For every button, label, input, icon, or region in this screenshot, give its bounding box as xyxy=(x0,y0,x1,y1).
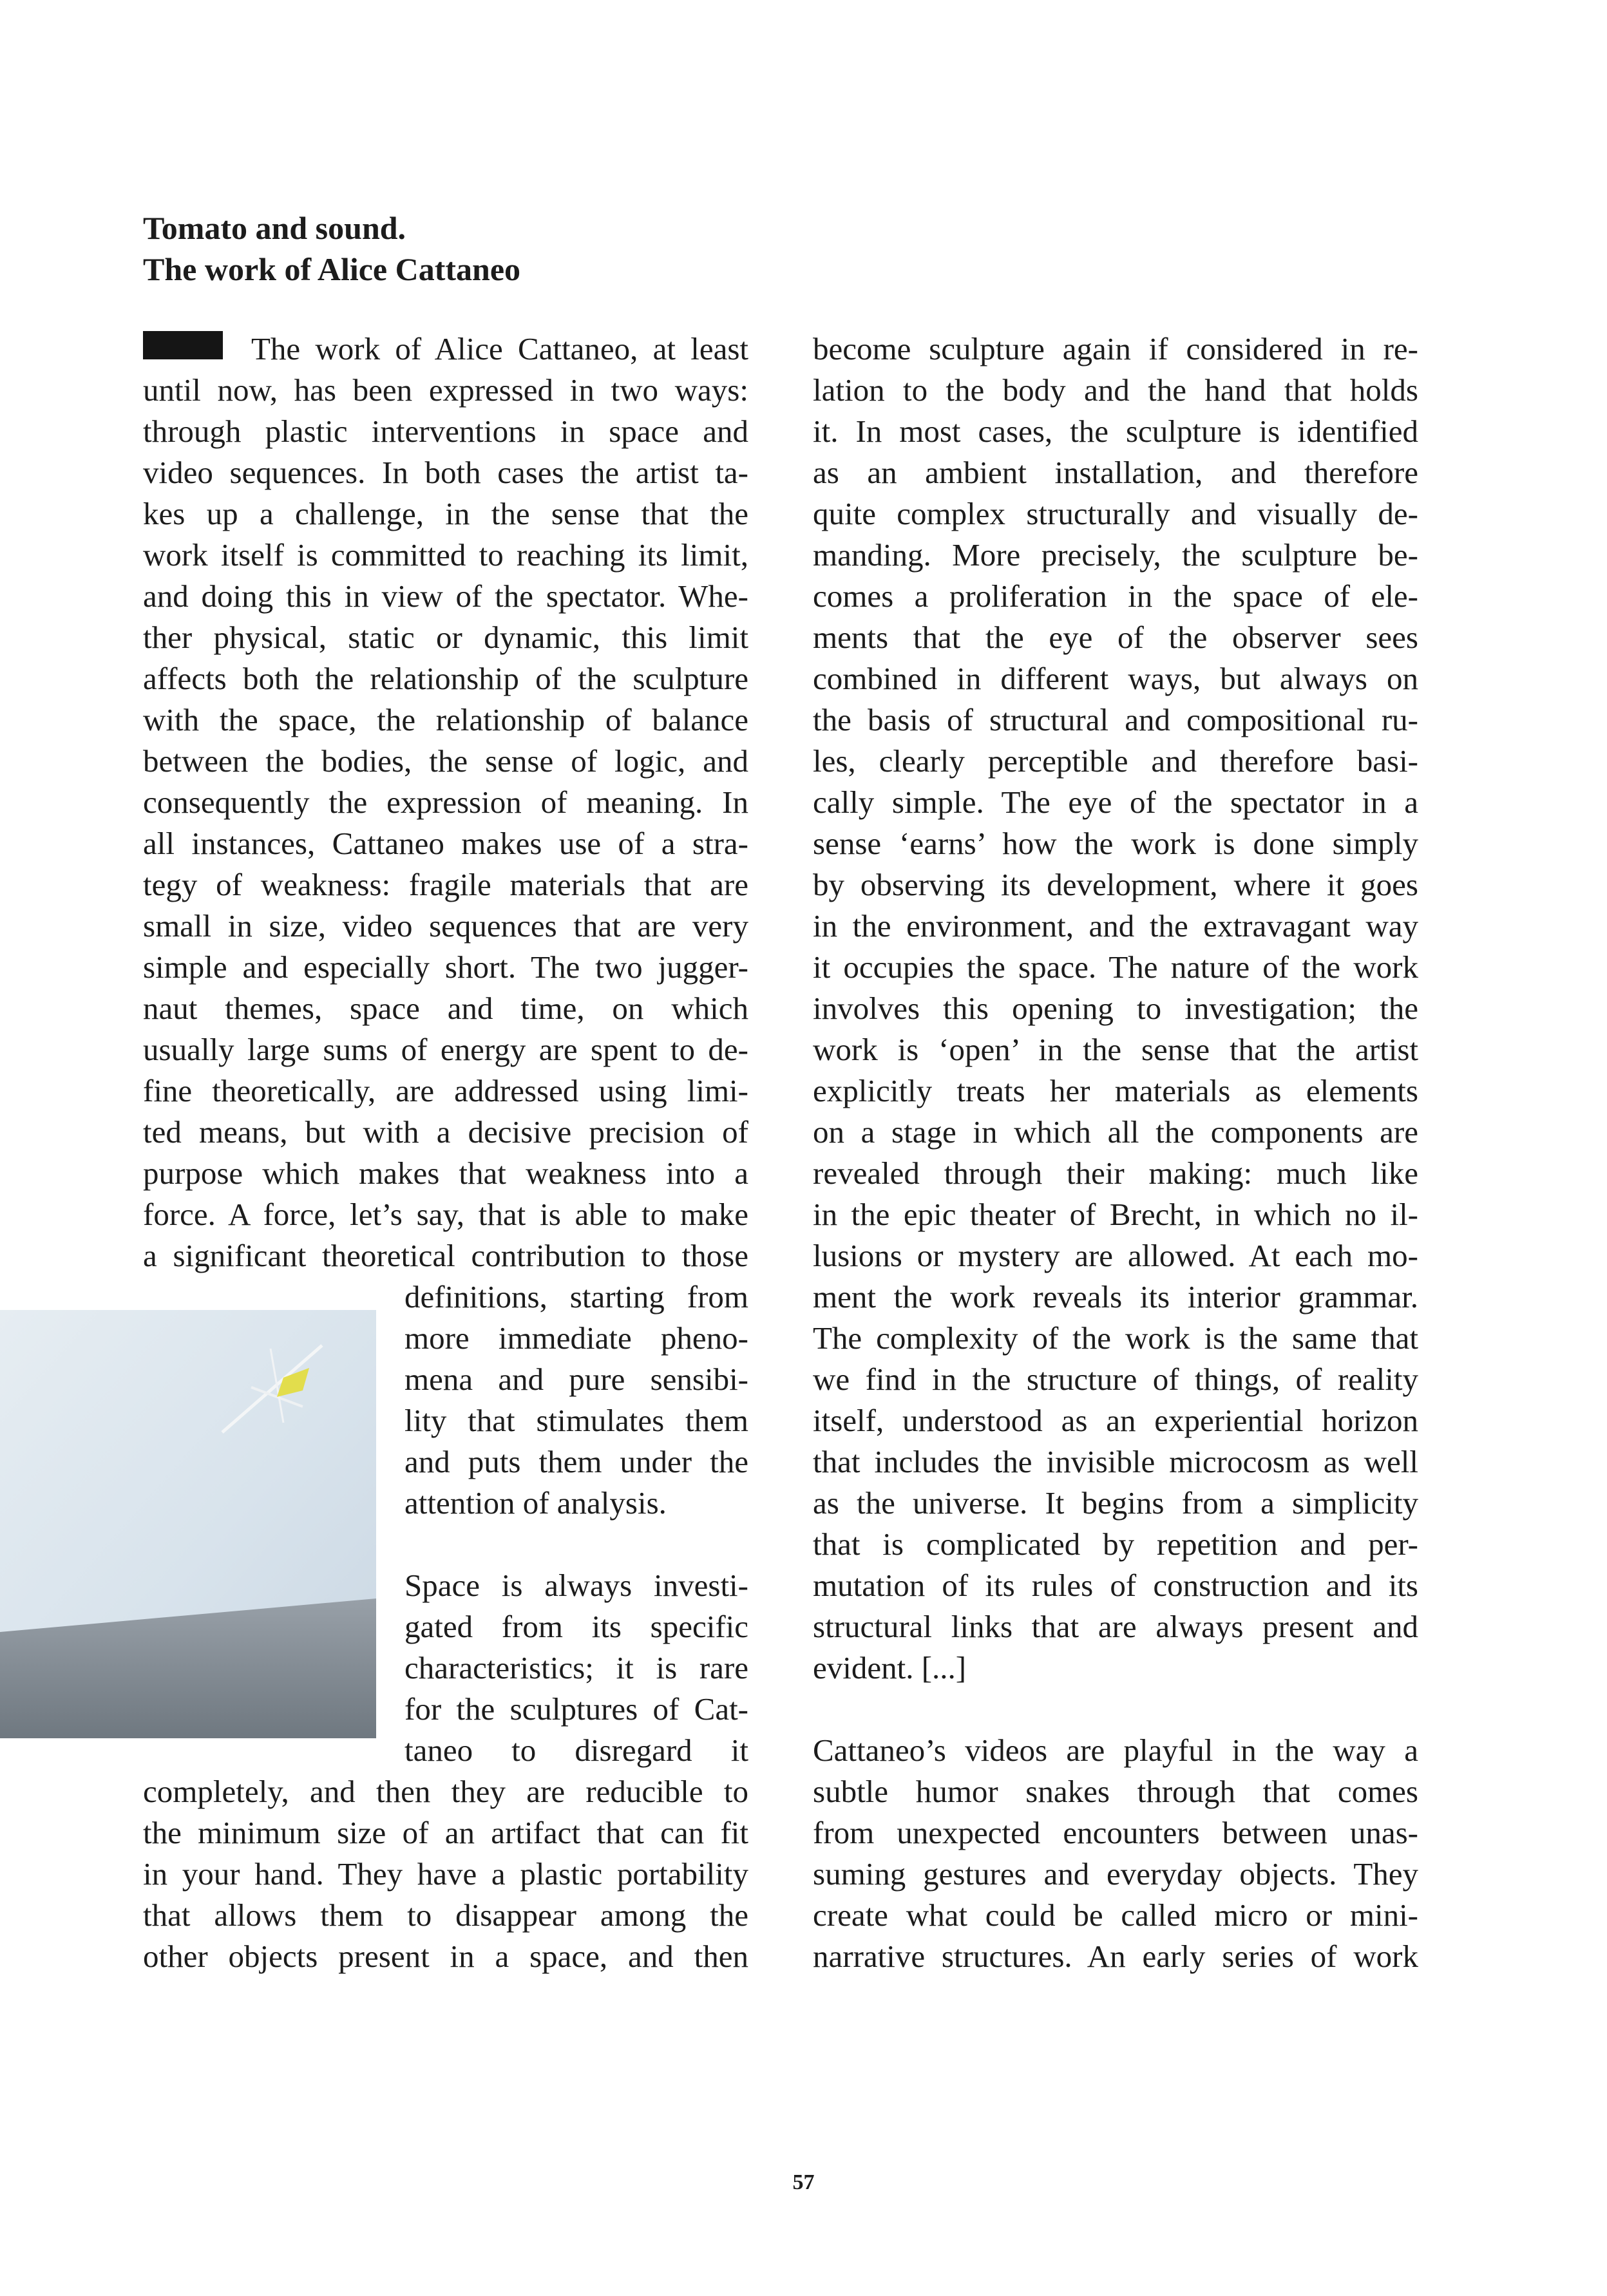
text-line: for the sculptures of Cat- xyxy=(404,1691,748,1727)
text-line: purpose which makes that weakness into a xyxy=(143,1155,748,1191)
text-line: Space is always investi- xyxy=(404,1568,748,1603)
text-line: in your hand. They have a plastic portability xyxy=(143,1856,748,1892)
text-line: by observing its development, where it goes xyxy=(813,867,1418,902)
text-line: comes a proliferation in the space of ele- xyxy=(813,578,1418,614)
text-line: and puts them under the xyxy=(404,1444,748,1479)
text-line: characteristics; it is rare xyxy=(404,1650,748,1685)
text-line: involves this opening to investigation; the xyxy=(813,991,1418,1026)
text-line: on a stage in which all the components are xyxy=(813,1114,1418,1150)
text-line: that allows them to disappear among the xyxy=(143,1897,748,1933)
text-line: mutation of its rules of construction and its xyxy=(813,1568,1418,1603)
text-line: ted means, but with a decisive precision of xyxy=(143,1114,748,1150)
text-line: suming gestures and everyday objects. They xyxy=(813,1856,1418,1892)
text-line: we find in the structure of things, of reality xyxy=(813,1361,1418,1397)
text-line: with the space, the relationship of balance xyxy=(143,702,748,737)
text-line: structural links that are always present and xyxy=(813,1609,1418,1644)
sculpture-photo xyxy=(0,1310,376,1738)
text-line: video sequences. In both cases the artist ta- xyxy=(143,455,748,490)
text-line: Cattaneo’s videos are playful in the way a xyxy=(813,1732,1418,1768)
text-line: The work of Alice Cattaneo, at least xyxy=(251,331,748,366)
text-line: taneo to disregard it xyxy=(404,1732,748,1768)
text-line: sense ‘earns’ how the work is done simply xyxy=(813,826,1418,861)
text-line: quite complex structurally and visually de- xyxy=(813,496,1418,531)
text-line: the basis of structural and compositional ru- xyxy=(813,702,1418,737)
text-line: gated from its specific xyxy=(404,1609,748,1644)
text-line: force. A force, let’s say, that is able to make xyxy=(143,1197,748,1232)
text-line: between the bodies, the sense of logic, and xyxy=(143,743,748,779)
page-number: 57 xyxy=(792,2170,815,2194)
title-line-2: The work of Alice Cattaneo xyxy=(143,251,521,287)
text-line: that includes the invisible microcosm as well xyxy=(813,1444,1418,1479)
text-line: more immediate pheno- xyxy=(404,1320,748,1356)
text-line: create what could be called micro or mini- xyxy=(813,1897,1418,1933)
text-line: les, clearly perceptible and therefore basi- xyxy=(813,743,1418,779)
text-line: through plastic interventions in space and xyxy=(143,413,748,449)
text-line: lity that stimulates them xyxy=(404,1403,748,1438)
text-line: subtle humor snakes through that comes xyxy=(813,1774,1418,1809)
text-line: explicitly treats her materials as elements xyxy=(813,1073,1418,1108)
text-line: other objects present in a space, and then xyxy=(143,1939,748,1974)
text-line: work itself is committed to reaching its limit, xyxy=(143,537,748,573)
text-line: kes up a challenge, in the sense that the xyxy=(143,496,748,531)
text-line: ment the work reveals its interior grammar. xyxy=(813,1279,1418,1314)
text-line: in the epic theater of Brecht, in which no il- xyxy=(813,1197,1418,1232)
text-line: simple and especially short. The two jugger- xyxy=(143,949,748,985)
text-line: lusions or mystery are allowed. At each mo- xyxy=(813,1238,1418,1273)
text-line: cally simple. The eye of the spectator in a xyxy=(813,784,1418,820)
right-column xyxy=(813,328,1418,1977)
text-line: The complexity of the work is the same that xyxy=(813,1320,1418,1356)
text-line: definitions, starting from xyxy=(404,1279,748,1314)
text-line: from unexpected encounters between unas- xyxy=(813,1815,1418,1850)
text-line: work is ‘open’ in the sense that the artist xyxy=(813,1032,1418,1067)
text-line: revealed through their making: much like xyxy=(813,1155,1418,1191)
text-line: it. In most cases, the sculpture is identified xyxy=(813,413,1418,449)
title-line-1: Tomato and sound. xyxy=(143,210,406,246)
text-line: ther physical, static or dynamic, this limit xyxy=(143,620,748,655)
text-line: naut themes, space and time, on which xyxy=(143,991,748,1026)
text-line: narrative structures. An early series of work xyxy=(813,1939,1418,1974)
paragraph-gap xyxy=(813,1689,1418,1730)
text-line: become sculpture again if considered in re- xyxy=(813,331,1418,366)
text-line: tegy of weakness: fragile materials that are xyxy=(143,867,748,902)
text-line: affects both the relationship of the sculpture xyxy=(143,661,748,696)
text-line: small in size, video sequences that are very xyxy=(143,908,748,944)
text-line: as the universe. It begins from a simplicity xyxy=(813,1485,1418,1521)
text-line: usually large sums of energy are spent to de- xyxy=(143,1032,748,1067)
text-line: it occupies the space. The nature of the work xyxy=(813,949,1418,985)
text-line: consequently the expression of meaning. In xyxy=(143,784,748,820)
text-line: until now, has been expressed in two ways: xyxy=(143,372,748,408)
text-line: manding. More precisely, the sculpture be- xyxy=(813,537,1418,573)
text-line: lation to the body and the hand that holds xyxy=(813,372,1418,408)
text-line: combined in different ways, but always on xyxy=(813,661,1418,696)
text-line: the minimum size of an artifact that can fit xyxy=(143,1815,748,1850)
text-line: ments that the eye of the observer sees xyxy=(813,620,1418,655)
text-line: mena and pure sensibi- xyxy=(404,1361,748,1397)
text-line: a significant theoretical contribution to those xyxy=(143,1238,748,1273)
text-line: that is complicated by repetition and per- xyxy=(813,1526,1418,1562)
text-line: fine theoretically, are addressed using limi- xyxy=(143,1073,748,1108)
text-line: attention of analysis. xyxy=(404,1485,667,1521)
text-line: itself, understood as an experiential horizon xyxy=(813,1403,1418,1438)
text-line: evident. [...] xyxy=(813,1650,967,1685)
text-line: in the environment, and the extravagant way xyxy=(813,908,1418,944)
text-line: completely, and then they are reducible to xyxy=(143,1774,748,1809)
article-title xyxy=(143,207,520,290)
text-line: as an ambient installation, and therefore xyxy=(813,455,1418,490)
text-line: and doing this in view of the spectator. Whe- xyxy=(143,578,748,614)
text-line: all instances, Cattaneo makes use of a stra- xyxy=(143,826,748,861)
